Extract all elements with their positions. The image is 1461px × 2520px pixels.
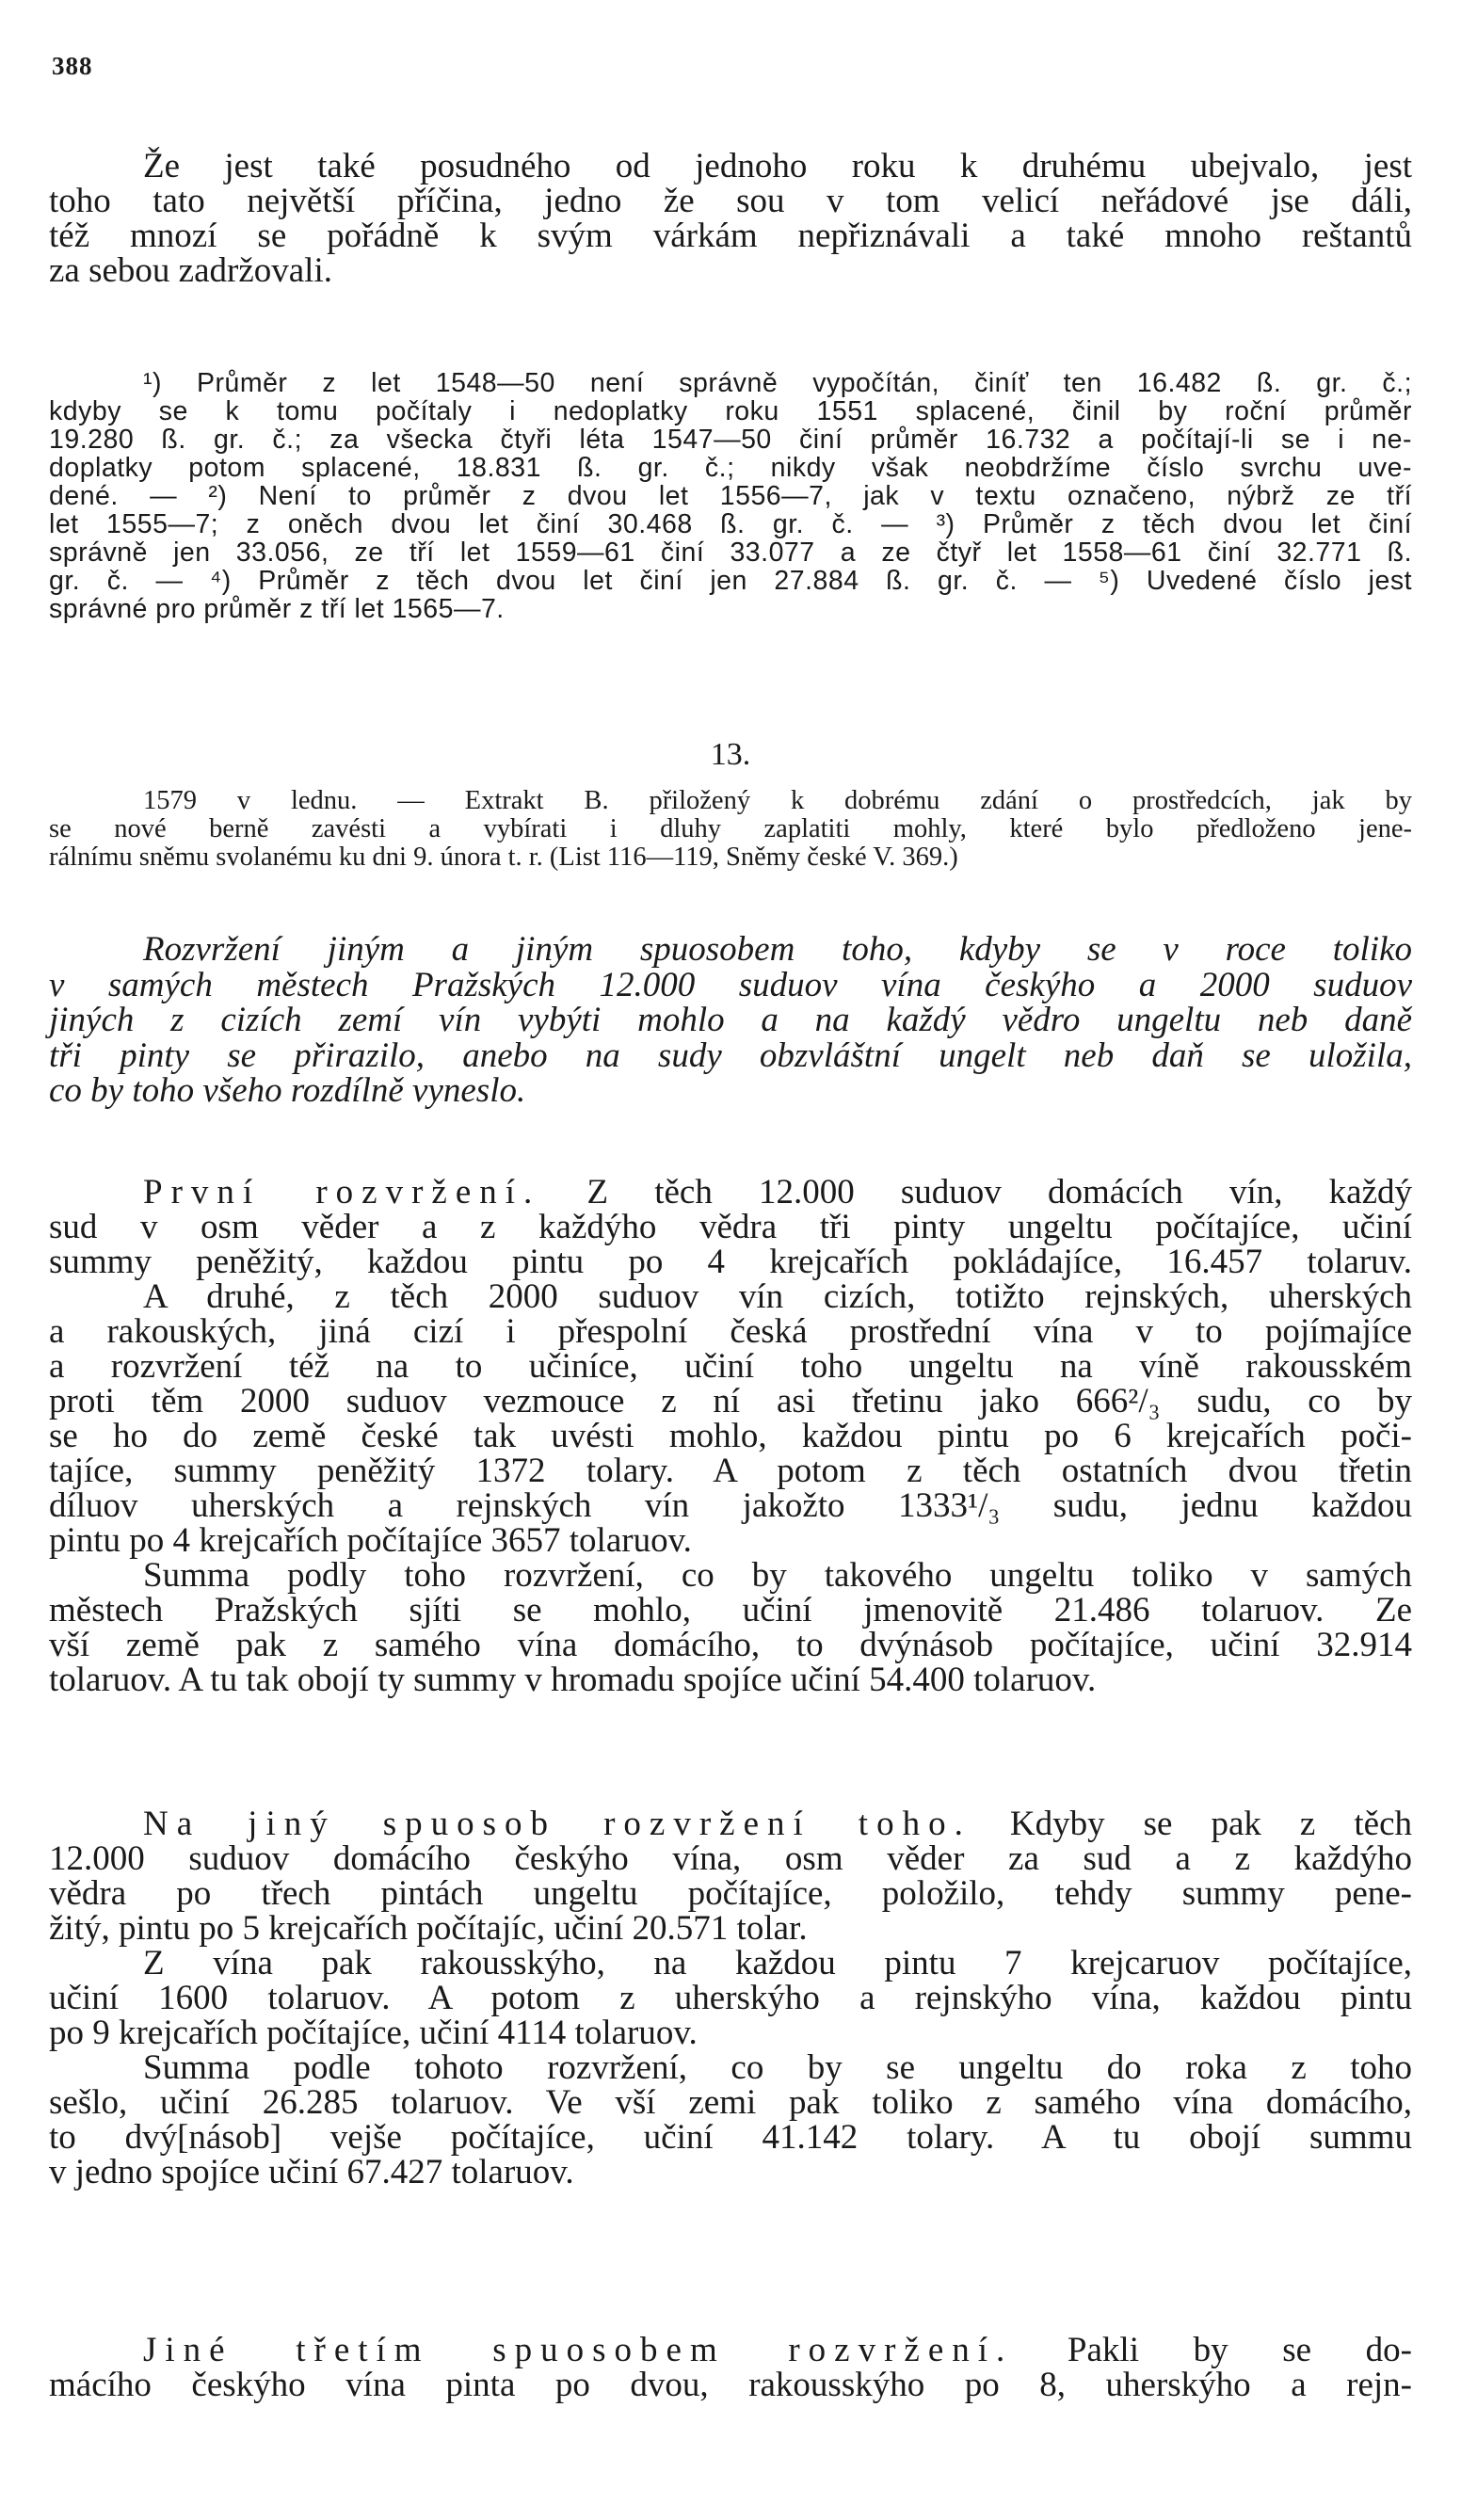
text-line: mácího českýho vína pinta po dvou, rakousskýho po 8, uherskýho a rejn- [49, 2366, 1412, 2404]
text-line: též mnozí se pořádně k svým várkám nepřiznávali a také mnoho reštantů [49, 217, 1412, 255]
section-heading: Jiné třetím spuosobem rozvržení. [143, 2331, 1014, 2369]
text-line [49, 1806, 1412, 1841]
text-line [49, 1175, 1412, 1210]
title-line: co by toho všeho rozdílně vyneslo. [49, 1071, 526, 1110]
text-line: a rozvržení též na to učiníce, učiní toho ungeltu na víně rakousském [49, 1347, 1412, 1386]
text-line: sud v osm věder a z každýho vědra tři pinty ungeltu počítajíce, učiní [49, 1208, 1412, 1246]
text-line: po 9 krejcařích počítajíce, učiní 4114 tolaruov. [49, 2014, 698, 2052]
text-line: díluov uherských a rejnských vín jakožto 1333¹/₃ sudu, jednu každou [49, 1486, 1412, 1525]
text-line: toho tato největší příčina, jedno že sou v tom velicí neřádové jse dáli, [49, 182, 1412, 220]
footnote-line: let 1555—7; z oněch dvou let činí 30.468 ß. gr. č. — ³) Průměr z těch dvou let činí [49, 509, 1412, 539]
text-line: tajíce, summy peněžitý 1372 tolary. A potom z těch ostatních dvou třetin [49, 1452, 1412, 1490]
text-line: Z vína pak rakousskýho, na každou pintu 7 krejcaruov počítajíce, [143, 1944, 1412, 1982]
header-line: rálnímu sněmu svolanému ku dni 9. února t. r. (List 116—119, Sněmy české V. 369.) [49, 843, 958, 872]
text-line: učiní 1600 tolaruov. A potom z uherskýho a rejnskýho vína, každou pintu [49, 1979, 1412, 2017]
intro-paragraph [49, 149, 1412, 288]
text-line: v jedno spojíce učiní 67.427 tolaruov. [49, 2153, 574, 2191]
text-fragment: Pakli by se do- [1013, 2331, 1413, 2369]
footnote-line: správné pro průměr z tří let 1565—7. [49, 594, 505, 624]
section-heading: První rozvržení. [143, 1173, 541, 1212]
page-number: 388 [52, 52, 93, 80]
text-line: se ho do země české tak uvésti mohlo, každou pintu po 6 krejcařích poči- [49, 1417, 1412, 1455]
text-line: Summa podle tohoto rozvržení, co by se ungeltu do roka z toho [143, 2048, 1412, 2087]
footnote-line: 19.280 ß. gr. č.; za všecka čtyři léta 1547—50 činí průměr 16.732 a počítají-li se i ne- [49, 425, 1412, 455]
text-line: A druhé, z těch 2000 suduov vín cizích, totižto rejnských, uherských [143, 1277, 1412, 1316]
text-fragment: Z těch 12.000 suduov domácích vín, každý [540, 1173, 1412, 1212]
text-line: vědra po třech pintách ungeltu počítajíce, položilo, tehdy summy pene- [49, 1874, 1412, 1913]
text-line [49, 2333, 1412, 2368]
footnotes [49, 369, 1412, 623]
document-number: 13. [710, 737, 751, 772]
text-line: městech Pražských sjíti se mohlo, učiní jmenovitě 21.486 tolaruov. Ze [49, 1591, 1412, 1629]
text-line: Summa podly toho rozvržení, co by takového ungeltu toliko v samých [143, 1556, 1412, 1595]
document-title [49, 932, 1412, 1109]
title-line: Rozvržení jiným a jiným spuosobem toho, kdyby se v roce toliko [143, 930, 1412, 969]
text-line: proti těm 2000 suduov vezmouce z ní asi třetinu jako 666²/₃ sudu, co by [49, 1382, 1412, 1421]
footnote-line: dené. — ²) Není to průměr z dvou let 1556—7, jak v textu označeno, nýbrž ze tří [49, 481, 1412, 511]
footnote-line: doplatky potom splacené, 18.831 ß. gr. č.; nikdy však neobdržíme číslo svrchu uve- [49, 453, 1412, 483]
text-line: a rakouských, jiná cizí i přespolní česká prostřední vína v to pojímajíce [49, 1312, 1412, 1351]
text-line: vší země pak z samého vína domácího, to dvýnásob počítajíce, učiní 32.914 [49, 1626, 1412, 1664]
section-first-distribution [49, 1175, 1412, 1697]
footnote-line: gr. č. — ⁴) Průměr z těch dvou let činí jen 27.884 ß. gr. č. — ⁵) Uvedené číslo jest [49, 566, 1412, 596]
footnote-line: kdyby se k tomu počítaly i nedoplatky roku 1551 splacené, činil by roční průměr [49, 396, 1412, 426]
title-line: jiných z cizích zemí vín vybýti mohlo a na každý vědro ungeltu neb daně [49, 1001, 1412, 1039]
section-third-distribution [49, 2333, 1412, 2402]
footnote-line: správně jen 33.056, ze tří let 1559—61 činí 33.077 a ze čtyř let 1558—61 činí 32.771 ß. [49, 538, 1412, 568]
footnote-line: ¹) Průměr z let 1548—50 není správně vypočítán, činíť ten 16.482 ß. gr. č.; [143, 368, 1412, 398]
text-line: za sebou zadržovali. [49, 251, 332, 290]
text-fragment: Kdyby se pak z těch [971, 1805, 1412, 1843]
text-line: to dvý[násob] vejše počítajíce, učiní 41.142 tolary. A tu obojí summu [49, 2118, 1412, 2157]
text-line: Že jest také posudného od jednoho roku k druhému ubejvalo, jest [143, 147, 1412, 185]
title-line: tři pinty se přirazilo, anebo na sudy obzvláštní ungelt neb daň se uložila, [49, 1035, 1412, 1075]
text-line: summy peněžitý, každou pintu po 4 krejcařích pokládajíce, 16.457 tolaruv. [49, 1243, 1412, 1281]
text-line: žitý, pintu po 5 krejcařích počítajíc, učiní 20.571 tolar. [49, 1909, 808, 1948]
header-line: 1579 v lednu. — Extrakt B. přiložený k dobrému zdání o prostředcích, jak by [143, 786, 1412, 815]
section-heading: Na jiný spuosob rozvržení toho. [143, 1805, 971, 1843]
section-second-distribution [49, 1806, 1412, 2190]
header-line: se nové berně zavésti a vybírati i dluhy zaplatiti mohly, které bylo předloženo jene- [49, 814, 1412, 843]
text-line: tolaruov. A tu tak obojí ty summy v hromadu spojíce učiní 54.400 tolaruov. [49, 1661, 1097, 1699]
title-line: v samých městech Pražských 12.000 suduov vína českýho a 2000 suduov [49, 965, 1412, 1004]
text-line: 12.000 suduov domácího českýho vína, osm věder za sud a z každýho [49, 1839, 1412, 1878]
text-line: sešlo, učiní 26.285 tolaruov. Ve vší zemi pak toliko z samého vína domácího, [49, 2083, 1412, 2122]
text-line: pintu po 4 krejcařích počítajíce 3657 tolaruov. [49, 1521, 692, 1560]
document-header [49, 787, 1412, 872]
